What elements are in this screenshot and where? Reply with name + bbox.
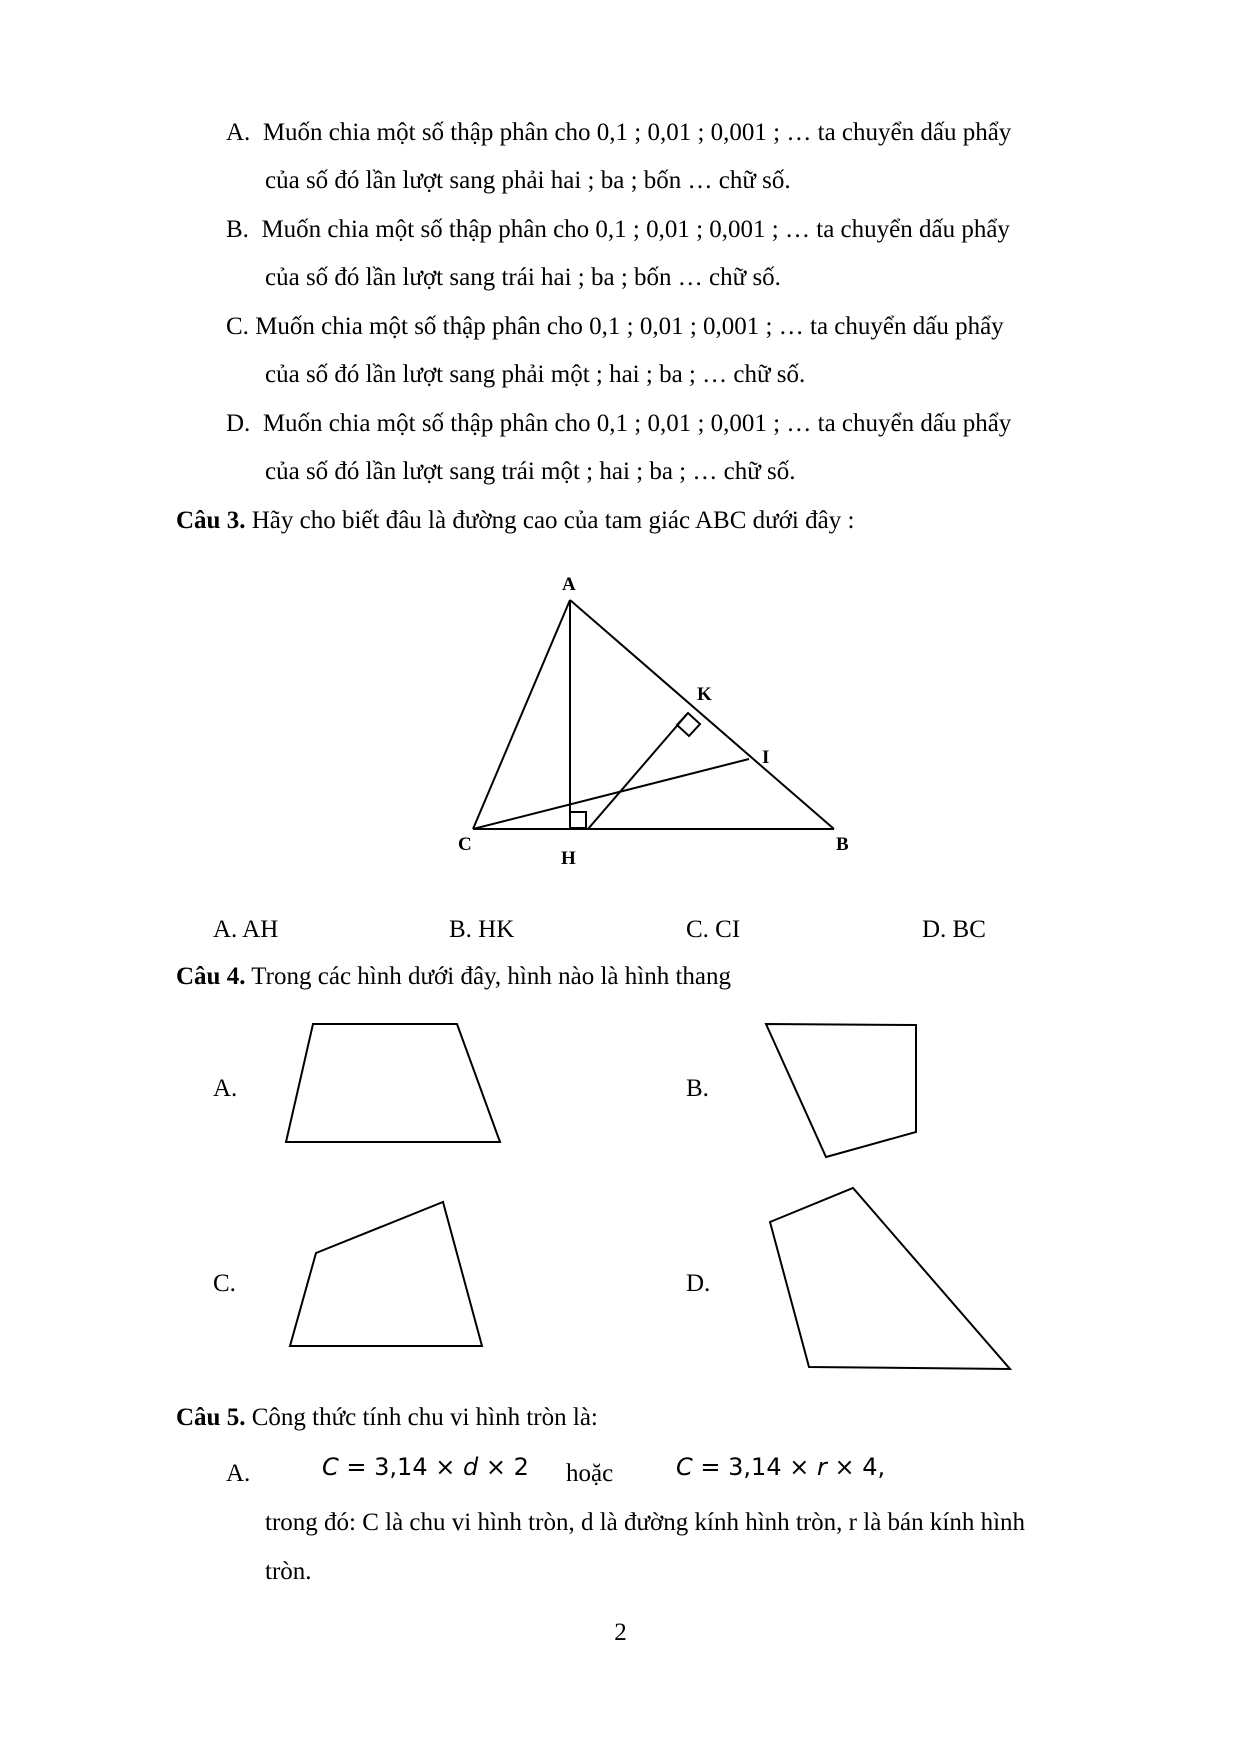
q5-heading — [176, 1403, 598, 1433]
label-b: B — [836, 834, 849, 855]
q4-option-b-label: B. — [686, 1075, 709, 1102]
shape-b-quadrilateral — [766, 1024, 916, 1157]
q4-option-c-label: C. — [213, 1270, 236, 1297]
formula2-eq: = — [700, 1453, 721, 1481]
shape-a-trapezoid — [286, 1024, 500, 1142]
shape-c-quadrilateral — [290, 1202, 482, 1346]
q2-option-d-line2: của số đó lần lượt sang trái một ; hai ; ba ; … chữ số. — [265, 458, 796, 485]
shape-d-quadrilateral — [770, 1188, 1010, 1369]
q3-option-b: B. HK — [449, 916, 515, 943]
formula1-lhs: C — [322, 1453, 339, 1481]
label-h: H — [561, 848, 576, 869]
label-i: I — [762, 747, 770, 768]
q5-explanation-line1: trong đó: C là chu vi hình tròn, d là đường kính hình tròn, r là bán kính hình — [265, 1509, 1026, 1536]
formula1-var: d — [462, 1453, 479, 1481]
q2-option-a-text: Muốn chia một số thập phân cho 0,1 ; 0,01 ; 0,001 ; … ta chuyển dấu phẩy — [262, 119, 1012, 146]
formula2-lhs: C — [676, 1453, 693, 1481]
q2-option-d-text: Muốn chia một số thập phân cho 0,1 ; 0,01 ; 0,001 ; … ta chuyển dấu phẩy — [262, 410, 1012, 437]
label-k: K — [697, 684, 712, 705]
formula2-num: 3,14 — [728, 1453, 782, 1481]
label-c: C — [458, 834, 472, 855]
label-a: A — [562, 574, 576, 595]
q5-explanation-line2: tròn. — [265, 1558, 312, 1585]
formula2-times: × — [789, 1453, 810, 1481]
q3-label: Câu 3. — [176, 507, 246, 534]
page-number: 2 — [614, 1619, 627, 1646]
formula1-times2: × 2 — [485, 1453, 529, 1481]
q2-option-b-letter: B. — [226, 216, 249, 243]
q2-option-a-line2: của số đó lần lượt sang phải hai ; ba ; bốn … chữ số. — [265, 167, 791, 194]
q3-option-c: C. CI — [686, 916, 741, 943]
formula2-times2: × 4 — [834, 1453, 878, 1481]
q5-formula-2 — [676, 1452, 885, 1482]
q4-option-d-label: D. — [686, 1270, 711, 1297]
q2-option-a-letter: A. — [226, 119, 251, 146]
q3-option-a: A. AH — [213, 916, 279, 943]
q4-text: Trong các hình dưới đây, hình nào là hình thang — [251, 963, 731, 990]
formula2-trailing: , — [877, 1453, 886, 1481]
formula1-times: × — [435, 1453, 456, 1481]
q2-option-c-text: Muốn chia một số thập phân cho 0,1 ; 0,01 ; 0,001 ; … ta chuyển dấu phẩy — [255, 313, 1004, 340]
q5-formula-1 — [322, 1452, 529, 1482]
q5-connector: hoặc — [566, 1460, 614, 1487]
q2-option-b-line2: của số đó lần lượt sang trái hai ; ba ; bốn … chữ số. — [265, 264, 781, 291]
q2-option-d-letter: D. — [226, 410, 251, 437]
q4-label: Câu 4. — [176, 963, 246, 990]
q3-option-d: D. BC — [922, 916, 986, 943]
q2-option-b-text: Muốn chia một số thập phân cho 0,1 ; 0,01 ; 0,001 ; … ta chuyển dấu phẩy — [261, 216, 1010, 243]
formula1-eq: = — [346, 1453, 367, 1481]
formula2-var: r — [816, 1453, 827, 1481]
q4-option-a-label: A. — [213, 1075, 238, 1102]
q3-text: Hãy cho biết đâu là đường cao của tam giác ABC dưới đây : — [251, 507, 855, 534]
q5-text: Công thức tính chu vi hình tròn là: — [251, 1404, 598, 1431]
q5-option-a-letter: A. — [226, 1460, 251, 1487]
q2-option-c-letter: C. — [226, 313, 249, 340]
q5-label: Câu 5. — [176, 1404, 246, 1431]
formula1-num: 3,14 — [374, 1453, 428, 1481]
q2-option-c-line2: của số đó lần lượt sang phải một ; hai ; ba ; … chữ số. — [265, 361, 806, 388]
